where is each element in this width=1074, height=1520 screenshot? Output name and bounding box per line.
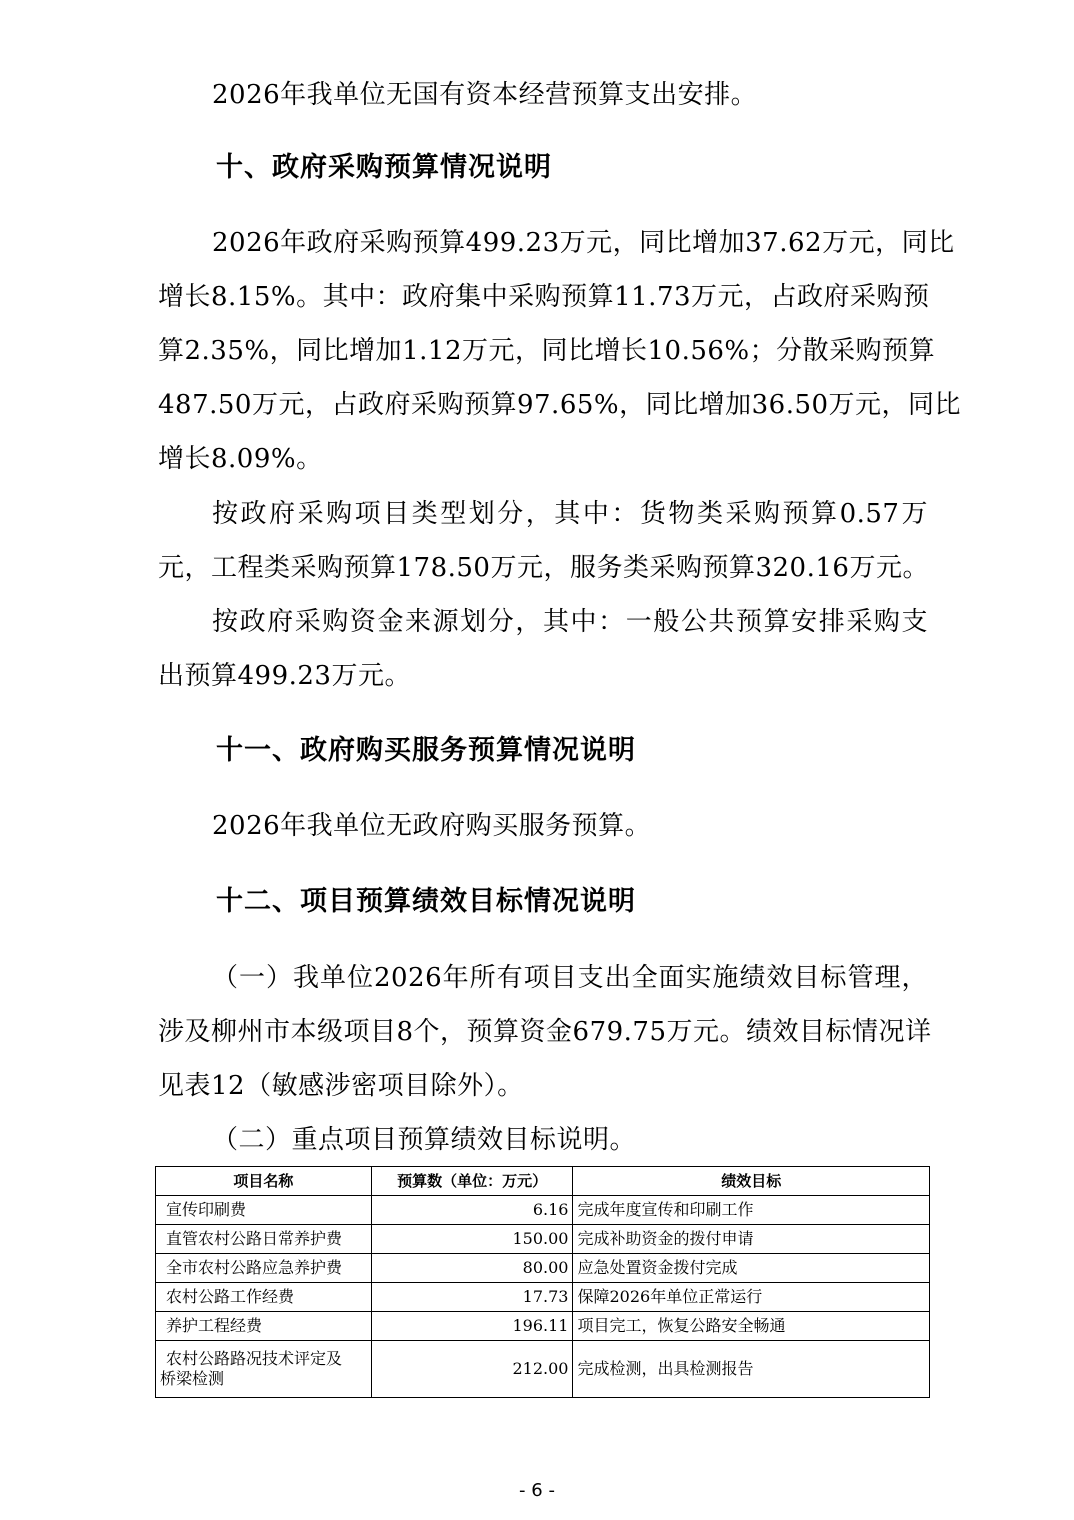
table-row: [156, 1225, 930, 1254]
budget-amount: 196.11: [371, 1312, 573, 1341]
budget-amount: 212.00: [371, 1341, 573, 1398]
performance-goal: 完成补助资金的拨付申请: [573, 1225, 930, 1254]
performance-goal: 完成检测，出具检测报告: [573, 1341, 930, 1398]
project-name: 全市农村公路应急养护费: [156, 1254, 372, 1283]
procurement-source-line-1: 按政府采购资金来源划分，其中：一般公共预算安排采购支: [212, 607, 928, 637]
procurement-source-line-2: 出预算499.23万元。: [158, 661, 411, 691]
table-row: [156, 1312, 930, 1341]
section-12-heading: 十二、项目预算绩效目标情况说明: [216, 886, 636, 917]
performance-goal: 完成年度宣传和印刷工作: [573, 1196, 930, 1225]
procurement-paragraph-line-5: 增长8.09%。: [158, 444, 323, 474]
project-name: 宣传印刷费: [156, 1196, 372, 1225]
performance-goal: 项目完工，恢复公路安全畅通: [573, 1312, 930, 1341]
section-11-heading: 十一、政府购买服务预算情况说明: [216, 735, 636, 766]
header-performance-goal: 绩效目标: [573, 1167, 930, 1196]
procurement-paragraph-line-2: 增长8.15%。其中：政府集中采购预算11.73万元，占政府采购预: [158, 282, 930, 312]
performance-paragraph-line-2: 涉及柳州市本级项目8个，预算资金679.75万元。绩效目标情况详: [158, 1017, 932, 1047]
table-row: [156, 1283, 930, 1312]
budget-amount: 17.73: [371, 1283, 573, 1312]
project-name-line-1: 农村公路路况技术评定及: [166, 1349, 343, 1368]
procurement-type-line-2: 元，工程类采购预算178.50万元，服务类采购预算320.16万元。: [158, 553, 929, 583]
page-number: - 6 -: [519, 1480, 555, 1501]
procurement-paragraph-line-1: 2026年政府采购预算499.23万元，同比增加37.62万元，同比: [212, 228, 955, 258]
table-row: [156, 1341, 930, 1398]
project-name-line-2: 桥梁检测: [160, 1369, 225, 1388]
project-performance-table: [155, 1166, 930, 1398]
key-project-subheading: （二）重点项目预算绩效目标说明。: [212, 1125, 637, 1155]
project-name: 直管农村公路日常养护费: [156, 1225, 372, 1254]
budget-amount: 6.16: [371, 1196, 573, 1225]
intro-paragraph: 2026年我单位无国有资本经营预算支出安排。: [212, 80, 758, 110]
header-budget-amount: 预算数（单位：万元）: [371, 1167, 573, 1196]
table-row: [156, 1254, 930, 1283]
table-header-row: [156, 1167, 930, 1196]
performance-goal: 保障2026年单位正常运行: [573, 1283, 930, 1312]
procurement-paragraph-line-3: 算2.35%，同比增加1.12万元，同比增长10.56%；分散采购预算: [158, 336, 936, 366]
project-name: 养护工程经费: [156, 1312, 372, 1341]
section-10-heading: 十、政府采购预算情况说明: [216, 152, 552, 183]
budget-amount: 80.00: [371, 1254, 573, 1283]
header-project-name: 项目名称: [156, 1167, 372, 1196]
performance-goal: 应急处置资金拨付完成: [573, 1254, 930, 1283]
performance-paragraph-line-1: （一）我单位2026年所有项目支出全面实施绩效目标管理，: [212, 963, 928, 993]
table-row: [156, 1196, 930, 1225]
budget-amount: 150.00: [371, 1225, 573, 1254]
project-name: [156, 1341, 372, 1398]
project-name: 农村公路工作经费: [156, 1283, 372, 1312]
service-purchase-paragraph: 2026年我单位无政府购买服务预算。: [212, 811, 652, 841]
procurement-paragraph-line-4: 487.50万元，占政府采购预算97.65%，同比增加36.50万元，同比: [158, 390, 962, 420]
performance-paragraph-line-3: 见表12（敏感涉密项目除外）。: [158, 1071, 524, 1101]
procurement-type-line-1: 按政府采购项目类型划分，其中：货物类采购预算0.57万: [212, 499, 928, 529]
